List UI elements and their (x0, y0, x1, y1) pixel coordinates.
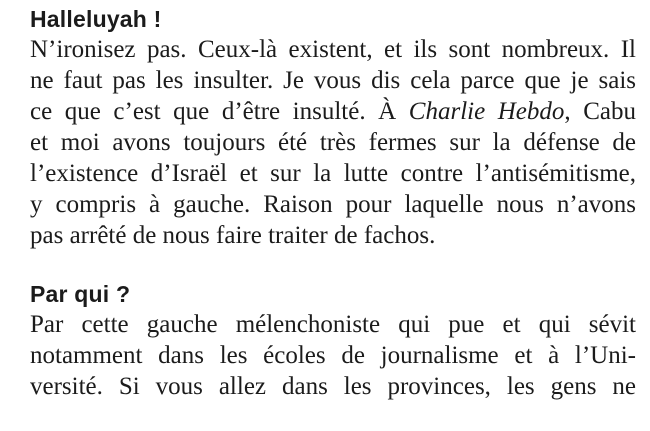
text-segment: , Cabu (564, 98, 636, 125)
section-heading-par-qui: Par qui ? (30, 281, 131, 307)
text-line: y compris à gauche. Raison pour laquelle nous n’avons (30, 191, 636, 218)
text-line: notamment dans les écoles de journalisme et à l’Uni- (30, 342, 636, 369)
text-line (30, 96, 636, 127)
text-line: et moi avons toujours été très fermes sur la défense de (30, 129, 636, 156)
text-segment: ce que c’est que d’être insulté. À (30, 98, 409, 125)
section-spacer (30, 251, 636, 279)
section-paragraph-1 (30, 34, 636, 251)
text-line: l’existence d’Israël et sur la lutte contre l’antisémitisme, (30, 160, 636, 187)
text-line: pas arrêté de nous faire traiter de fachos. (30, 222, 436, 249)
text-line: versité. Si vous allez dans les provinces, les gens ne (30, 373, 636, 400)
article-excerpt (30, 4, 636, 402)
section-paragraph-2 (30, 309, 636, 402)
text-line: ne faut pas les insulter. Je vous dis cela parce que je sais (30, 67, 636, 94)
publication-title: Charlie Hebdo (408, 98, 565, 125)
section-heading-halleluyah: Halleluyah ! (30, 6, 162, 32)
text-line: N’ironisez pas. Ceux-là existent, et ils sont nombreux. Il (30, 36, 636, 63)
text-line: Par cette gauche mélenchoniste qui pue et qui sévit (30, 311, 636, 338)
